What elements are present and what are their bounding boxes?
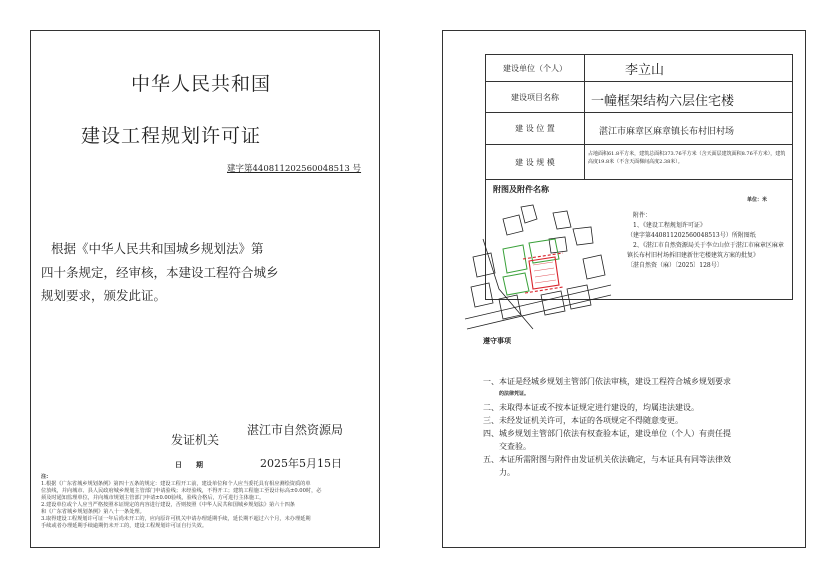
neighbor-building-shape xyxy=(503,215,523,235)
note-line: 位放线，并向城市、县人民政府城乡规划主管部门申请验线；未经验线，不得开工；建筑工程施工至设计标高±0.00时，必 xyxy=(41,488,322,494)
table-row-value xyxy=(584,112,793,145)
neighbor-building-shape xyxy=(553,211,571,229)
project-scale: 占地面积61.8平方米，建筑总面积373.76平方米（含天面层建筑面积8.76平方米），建筑高度19.8米（不含天面梯间高度2.38米）。 xyxy=(588,151,786,165)
note-line: 1.根据《广东省城乡规划条例》第四十五条的规定：建设工程开工前，建设单位和个人应当委托具有相应测绘资质的单 xyxy=(41,481,311,487)
certificate-title: 建设工程规划许可证 xyxy=(81,125,262,147)
body-line-2: 四十条规定，经审核，本建设工程符合城乡 xyxy=(41,265,279,280)
table-row-label: 建 设 规 模 xyxy=(485,144,585,180)
road-line xyxy=(467,295,611,329)
note-line: 和《广东省城乡规划条例》第八十一条处理。 xyxy=(41,509,145,515)
table-row-value xyxy=(584,144,793,180)
notice-item: 四、城乡规划主管部门依法有权查验本证，建设单位（个人）有责任提 xyxy=(483,429,731,438)
attachment-item-detail: 〔湛自然资（麻）〔2025〕128号〕 xyxy=(627,262,723,269)
notice-list xyxy=(483,375,803,479)
notice-item-cont: 交查验。 xyxy=(499,442,531,451)
neighbor-building-shape xyxy=(521,205,537,223)
table-row-label: 建 设 位 置 xyxy=(485,112,585,145)
table-row-value xyxy=(584,54,793,82)
country-title: 中华人民共和国 xyxy=(131,73,272,95)
road-line xyxy=(465,285,611,319)
site-plan-drawing xyxy=(463,199,613,339)
table-row-value xyxy=(584,81,793,113)
project-info-table xyxy=(485,54,793,180)
neighbor-building-shape xyxy=(567,285,591,309)
notice-item-cont: 力。 xyxy=(499,468,515,477)
neighbor-building-shape xyxy=(541,291,565,315)
note-line: 2.建设单位或个人应当严格按照本证规定的内容进行建设，否则按照《中华人民共和国城乡规划法》第六十四条 xyxy=(41,502,295,508)
notes-title: 注: xyxy=(41,474,49,480)
issuer-label: 发证机关 xyxy=(171,433,220,447)
notice-item: 二、未取得本证或不按本证规定进行建设的，均属违法建设。 xyxy=(483,403,699,412)
notice-item-cont: 的法律凭证。 xyxy=(499,391,530,397)
neighbor-building-shape xyxy=(471,283,493,307)
site-hatch-marks xyxy=(533,262,556,283)
left-certificate-page xyxy=(30,30,380,548)
neighbor-building-shape xyxy=(583,255,605,279)
table-row-label: 建设单位（个人） xyxy=(485,54,585,82)
notice-title: 遵守事项 xyxy=(483,336,511,345)
green-boundary-shape xyxy=(503,273,529,295)
note-line: 手续或者办理延期手续逾期仍未开工的，建设工程规划许可证自行失效。 xyxy=(41,523,208,529)
notice-item: 一、本证是经城乡规划主管部门依法审核，建设工程符合城乡规划要求 xyxy=(483,377,731,386)
body-line-3: 规划要求，颁发此证。 xyxy=(41,288,167,303)
attachment-item-detail: （建字第440811202560048513号）所附图纸 xyxy=(627,232,756,239)
attachment-item: 2、《湛江市自然资源局关于李立山位于湛江市麻章区麻章镇长布村旧村场拆旧建新住宅楼建筑方案的批复》 xyxy=(627,242,784,259)
note-line: 3.取得建设工程规划许可证一年后尚未开工的，应向原许可机关申请办理延期手续，延长期不超过六个月，未办理延期 xyxy=(41,516,311,522)
attachment-item: 1、《建设工程规划许可证》 xyxy=(633,222,706,229)
notes-section xyxy=(41,474,371,530)
green-boundary-shape xyxy=(529,239,559,263)
neighbor-building-shape xyxy=(573,227,593,245)
body-line-1: 根据《中华人民共和国城乡规划法》第 xyxy=(51,241,264,256)
issuer-name: 湛江市自然资源局 xyxy=(247,423,344,437)
date-label: 日 期 xyxy=(175,460,203,469)
note-line: 须及时通知监理单位，并向城市规划主管部门申请±0.00验线，验线合格后，方可进行主体施工。 xyxy=(41,495,265,501)
notice-item: 五、本证所需附图与附件由发证机关依法确定，与本证具有同等法律效 xyxy=(483,455,731,464)
issue-date: 2025年5月15日 xyxy=(260,457,342,470)
attachments-title: 附图及附件名称 xyxy=(493,184,549,194)
table-row-label: 建设项目名称 xyxy=(485,81,585,113)
notice-item: 三、未经发证机关许可，本证的各项规定不得随意变更。 xyxy=(483,416,683,425)
project-location: 湛江市麻章区麻章镇长布村旧村场 xyxy=(599,127,735,137)
red-dimension-line xyxy=(523,253,563,259)
certificate-number: 建字第440811202560048513 号 xyxy=(227,164,362,174)
right-certificate-page xyxy=(442,30,806,548)
builder-name: 李立山 xyxy=(625,63,665,78)
project-name: 一幢框架结构六层住宅楼 xyxy=(591,94,735,109)
attachment-heading: 附件： xyxy=(633,212,652,219)
attachment-list xyxy=(627,211,787,271)
unit-label: 单位：米 xyxy=(747,197,768,203)
